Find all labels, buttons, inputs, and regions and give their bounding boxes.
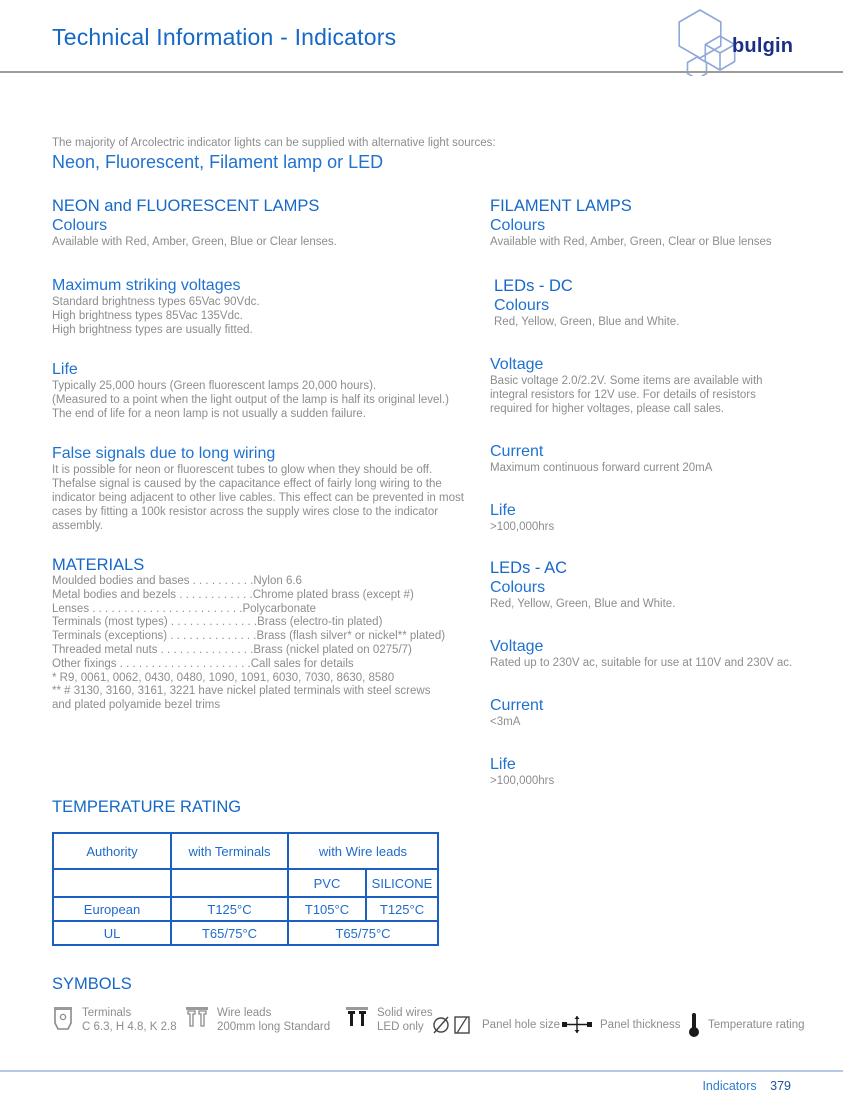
temperature-rating-icon (688, 1012, 700, 1038)
footer-section-label: Indicators (702, 1079, 757, 1093)
symbol-wire-leads (185, 1006, 330, 1034)
symbol-label: Solid wires (377, 1007, 433, 1019)
section-striking-voltages (52, 276, 472, 337)
materials-line: * R9, 0061, 0062, 0430, 0480, 1090, 1091, 6030, 7030, 8630, 8580 (52, 671, 395, 684)
body-text: >100,000hrs (490, 521, 555, 533)
col-header-pvc: PVC (288, 869, 366, 897)
materials-line: ** # 3130, 3160, 3161, 3221 have nickel plated terminals with steel screws (52, 685, 431, 698)
table-cell-empty (171, 869, 288, 897)
solid-wires-icon (345, 1006, 369, 1034)
symbol-label: Panel thickness (600, 1019, 681, 1031)
section-symbols (52, 974, 812, 1050)
section-leds-ac-life (490, 755, 810, 788)
table-header-row (53, 833, 438, 869)
symbol-label: Wire leads (217, 1007, 272, 1019)
body-text: Red, Yellow, Green, Blue and White. (490, 598, 676, 610)
subsection-heading: Colours (490, 579, 546, 596)
body-text: Standard brightness types 65Vac 90Vdc. (52, 296, 260, 308)
section-heading: LEDs - AC (490, 559, 568, 577)
body-text: Rated up to 230V ac, suitable for use at 110V and 230V ac. (490, 657, 793, 669)
section-leds-dc-current (490, 442, 810, 475)
section-heading: MATERIALS (52, 556, 145, 574)
section-neon-fluorescent (52, 196, 472, 249)
footer (702, 1079, 791, 1093)
intro-block (52, 137, 496, 173)
body-text: Available with Red, Amber, Green, Clear or Blue lenses (490, 236, 772, 248)
col-header-wire-leads: with Wire leads (288, 833, 438, 869)
cell-pvc: T105°C (288, 897, 366, 921)
right-column (490, 196, 810, 788)
section-leds-dc-voltage (490, 355, 810, 416)
symbol-panel-hole-size (432, 1014, 560, 1036)
symbol-label-group (82, 1006, 177, 1034)
panel-thickness-icon (562, 1014, 592, 1036)
section-heading: FILAMENT LAMPS (490, 197, 632, 215)
subsection-heading: Current (490, 443, 544, 460)
intro-lead: The majority of Arcolectric indicator lights can be supplied with alternative light sources: (52, 137, 496, 149)
section-leds-ac-voltage (490, 637, 810, 670)
page-title: Technical Information - Indicators (52, 24, 397, 50)
section-heading: NEON and FLUORESCENT LAMPS (52, 197, 320, 215)
materials-line: and plated polyamide bezel trims (52, 699, 221, 712)
terminals-icon (52, 1006, 74, 1034)
symbol-sublabel: 200mm long Standard (217, 1021, 331, 1033)
materials-line: Terminals (exceptions) . . . . . . . . . . . . . .Brass (flash silver* or nickel** plated) (52, 630, 446, 643)
left-column (52, 196, 472, 713)
body-text: It is possible for neon or fluorescent tubes to glow when they should be off. Thefalse signal is caused by the capacitance effect of fairly long wiring to the indicator being adjacent to other live cables. This effect can be prevented in most cases by fitting a 100k resistor across the supply wires close to the indicator assembly. (52, 464, 464, 532)
materials-line: Moulded bodies and bases . . . . . . . . . .Nylon 6.6 (52, 575, 302, 587)
symbol-temperature-rating (688, 1012, 805, 1038)
body-text: Available with Red, Amber, Green, Blue or Clear lenses. (52, 236, 337, 248)
cell-authority: European (53, 897, 171, 921)
section-false-signals (52, 444, 472, 533)
section-leds-dc (490, 276, 810, 329)
section-heading: SYMBOLS (52, 975, 132, 993)
section-filament-lamps (490, 196, 810, 249)
bulgin-logo (668, 6, 798, 78)
header-divider (0, 71, 843, 73)
body-text: The end of life for a neon lamp is not usually a sudden failure. (52, 408, 366, 420)
subsection-heading: Current (490, 697, 544, 714)
symbol-terminals (52, 1006, 177, 1034)
body-text: Red, Yellow, Green, Blue and White. (494, 316, 680, 328)
section-leds-ac-current (490, 696, 810, 729)
intro-subtitle: Neon, Fluorescent, Filament lamp or LED (52, 152, 384, 172)
materials-line: Lenses . . . . . . . . . . . . . . . . . . . . . . . .Polycarbonate (52, 602, 316, 615)
symbol-label-group (377, 1006, 433, 1034)
materials-line: Threaded metal nuts . . . . . . . . . . . . . . .Brass (nickel plated on 0275/7) (52, 643, 412, 656)
subsection-heading: Life (490, 756, 516, 773)
body-text: Typically 25,000 hours (Green fluorescent lamps 20,000 hours). (52, 380, 377, 392)
subsection-heading: Voltage (490, 356, 544, 373)
materials-line: Terminals (most types) . . . . . . . . . . . . . .Brass (electro-tin plated) (52, 616, 383, 629)
wire-leads-icon (185, 1006, 209, 1034)
footer-divider (0, 1070, 843, 1072)
body-text: Maximum continuous forward current 20mA (490, 462, 713, 474)
symbol-label: Terminals (82, 1007, 132, 1019)
symbols-row (52, 1006, 812, 1050)
subsection-heading: Voltage (490, 638, 544, 655)
subsection-heading: Life (52, 361, 78, 378)
symbol-panel-thickness (562, 1014, 681, 1036)
subsection-heading: Colours (52, 217, 108, 234)
section-heading: LEDs - DC (494, 277, 573, 295)
section-temperature-rating (52, 797, 472, 946)
symbol-solid-wires (345, 1006, 433, 1034)
symbol-label: Temperature rating (708, 1019, 805, 1031)
section-materials (52, 555, 472, 713)
cell-wire-leads: T65/75°C (288, 921, 438, 945)
temperature-rating-table (52, 832, 439, 946)
col-header-authority: Authority (53, 833, 171, 869)
table-row (53, 921, 438, 945)
subsection-heading: False signals due to long wiring (52, 445, 276, 462)
body-text: >100,000hrs (490, 775, 555, 787)
section-leds-dc-life (490, 501, 810, 534)
bulgin-logo-text: bulgin (732, 34, 794, 57)
footer-page-number: 379 (770, 1079, 791, 1093)
symbol-sublabel: C 6.3, H 4.8, K 2.8 (82, 1021, 177, 1033)
cell-terminals: T125°C (171, 897, 288, 921)
table-subheader-row (53, 869, 438, 897)
body-text: Basic voltage 2.0/2.2V. Some items are available with integral resistors for 12V use. For details of resistors required for higher voltages, please call sales. (490, 375, 763, 415)
col-header-silicone: SILICONE (366, 869, 438, 897)
table-row (53, 897, 438, 921)
subsection-heading: Maximum striking voltages (52, 277, 241, 294)
section-neon-life (52, 360, 472, 421)
col-header-terminals: with Terminals (171, 833, 288, 869)
body-text: High brightness types 85Vac 135Vdc. (52, 310, 243, 322)
body-text: <3mA (490, 716, 521, 728)
section-heading: TEMPERATURE RATING (52, 798, 242, 816)
section-leds-ac (490, 558, 810, 611)
symbol-sublabel: LED only (377, 1021, 424, 1033)
body-text: (Measured to a point when the light output of the lamp is half its original level.) (52, 394, 449, 406)
subsection-heading: Colours (490, 217, 546, 234)
symbol-label: Panel hole size (482, 1019, 560, 1031)
table-cell-empty (53, 869, 171, 897)
body-text: High brightness types are usually fitted. (52, 324, 253, 336)
materials-line: Metal bodies and bezels . . . . . . . . . . . .Chrome plated brass (except #) (52, 588, 414, 601)
cell-terminals: T65/75°C (171, 921, 288, 945)
panel-hole-size-icon (432, 1014, 474, 1036)
materials-line: Other fixings . . . . . . . . . . . . . . . . . . . . .Call sales for details (52, 657, 354, 670)
subsection-heading: Life (490, 502, 516, 519)
cell-silicone: T125°C (366, 897, 438, 921)
subsection-heading: Colours (494, 297, 550, 314)
symbol-label-group (217, 1006, 330, 1034)
cell-authority: UL (53, 921, 171, 945)
